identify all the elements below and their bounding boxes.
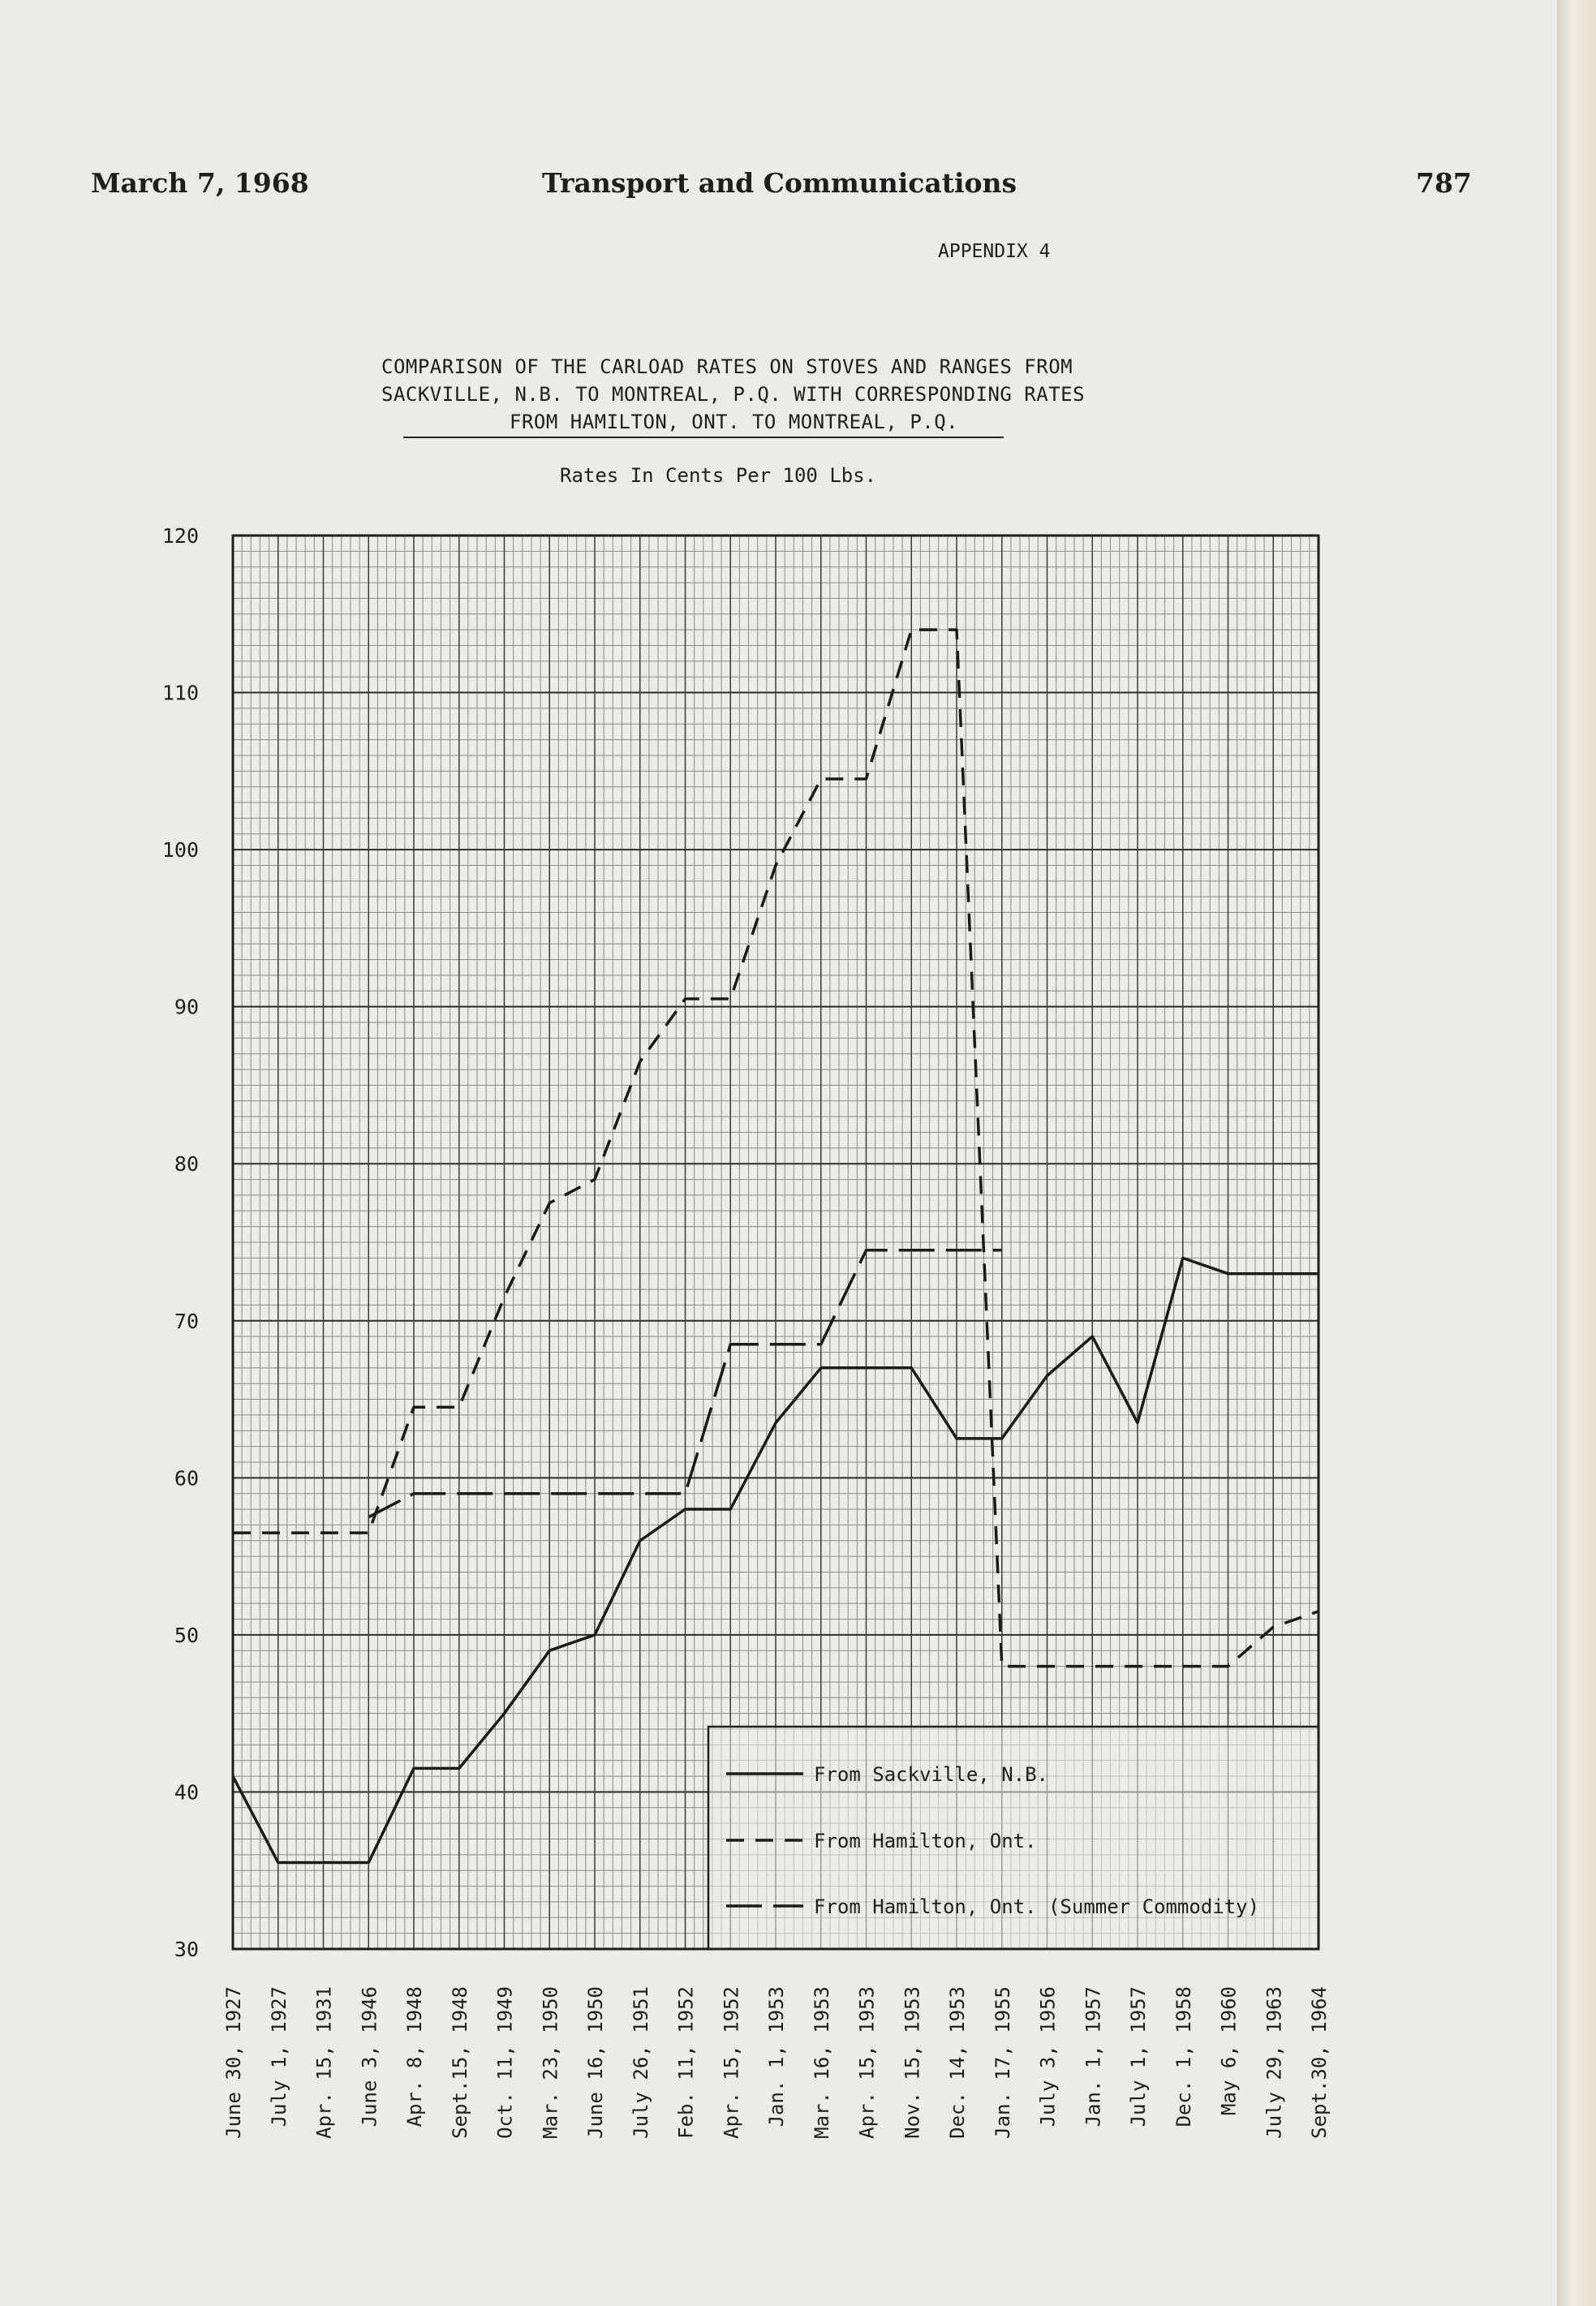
x-tick-label: Jan. 1, 1957 [1082,1986,1105,2127]
y-tick-label: 50 [174,1623,199,1647]
x-tick-label: Apr. 8, 1948 [403,1986,426,2127]
header-date: March 7, 1968 [91,167,309,199]
x-tick-label: Sept.30, 1964 [1308,1986,1331,2139]
x-tick-label: July 1, 1927 [267,1986,290,2127]
x-axis-ticks [222,1986,1331,2139]
y-tick-label: 30 [174,1938,199,1961]
y-tick-label: 40 [174,1780,199,1805]
x-tick-label: Jan. 17, 1955 [991,1986,1014,2139]
legend-label-3: From Hamilton, Ont. (Summer Commodity) [814,1895,1260,1918]
x-tick-label: July 29, 1963 [1263,1986,1286,2139]
appendix-label: APPENDIX 4 [938,241,1051,262]
x-tick-label: Feb. 11, 1952 [674,1986,698,2139]
x-tick-label: Dec. 14, 1953 [946,1986,969,2139]
x-tick-label: June 16, 1950 [584,1986,607,2139]
x-tick-label: July 26, 1951 [629,1986,652,2139]
chart-subtitle: Rates In Cents Per 100 Lbs. [560,464,877,487]
x-tick-label: Sept.15, 1948 [448,1986,471,2139]
x-tick-label: Oct. 11, 1949 [493,1986,517,2139]
y-tick-label: 80 [174,1152,199,1177]
y-tick-label: 70 [174,1309,199,1333]
y-tick-label: 120 [161,524,199,548]
x-tick-label: Apr. 15, 1953 [855,1986,879,2139]
x-tick-label: May 6, 1960 [1217,1986,1241,2115]
legend [708,1727,1319,1949]
x-tick-label: June 30, 1927 [222,1986,245,2139]
chart-title-line-2: SACKVILLE, N.B. TO MONTREAL, P.Q. WITH CORRESPONDING RATES [381,383,1086,406]
header-page-number: 787 [1416,167,1472,199]
x-tick-label: Apr. 15, 1952 [720,1986,743,2139]
y-tick-label: 100 [161,838,199,863]
x-tick-label: Apr. 15, 1931 [312,1986,336,2139]
chart-title-line-3: FROM HAMILTON, ONT. TO MONTREAL, P.Q. [510,411,959,433]
legend-label-2: From Hamilton, Ont. [814,1830,1037,1852]
chart-title-line-1: COMPARISON OF THE CARLOAD RATES ON STOVES AND RANGES FROM [381,355,1073,378]
x-tick-label: July 1, 1957 [1127,1986,1150,2127]
x-tick-label: July 3, 1956 [1036,1986,1060,2127]
y-axis-ticks [162,524,199,1961]
y-tick-label: 110 [161,681,199,705]
x-tick-label: Mar. 23, 1950 [539,1986,562,2139]
y-tick-label: 90 [174,995,199,1019]
x-tick-label: Nov. 15, 1953 [901,1986,924,2139]
x-tick-label: Dec. 1, 1958 [1172,1986,1195,2127]
x-tick-label: Jan. 1, 1953 [765,1986,788,2127]
y-tick-label: 60 [174,1466,199,1491]
legend-label-1: From Sackville, N.B. [814,1763,1048,1786]
x-tick-label: Mar. 16, 1953 [810,1986,833,2139]
header-title: Transport and Communications [542,167,1017,199]
x-tick-label: June 3, 1946 [358,1986,381,2127]
